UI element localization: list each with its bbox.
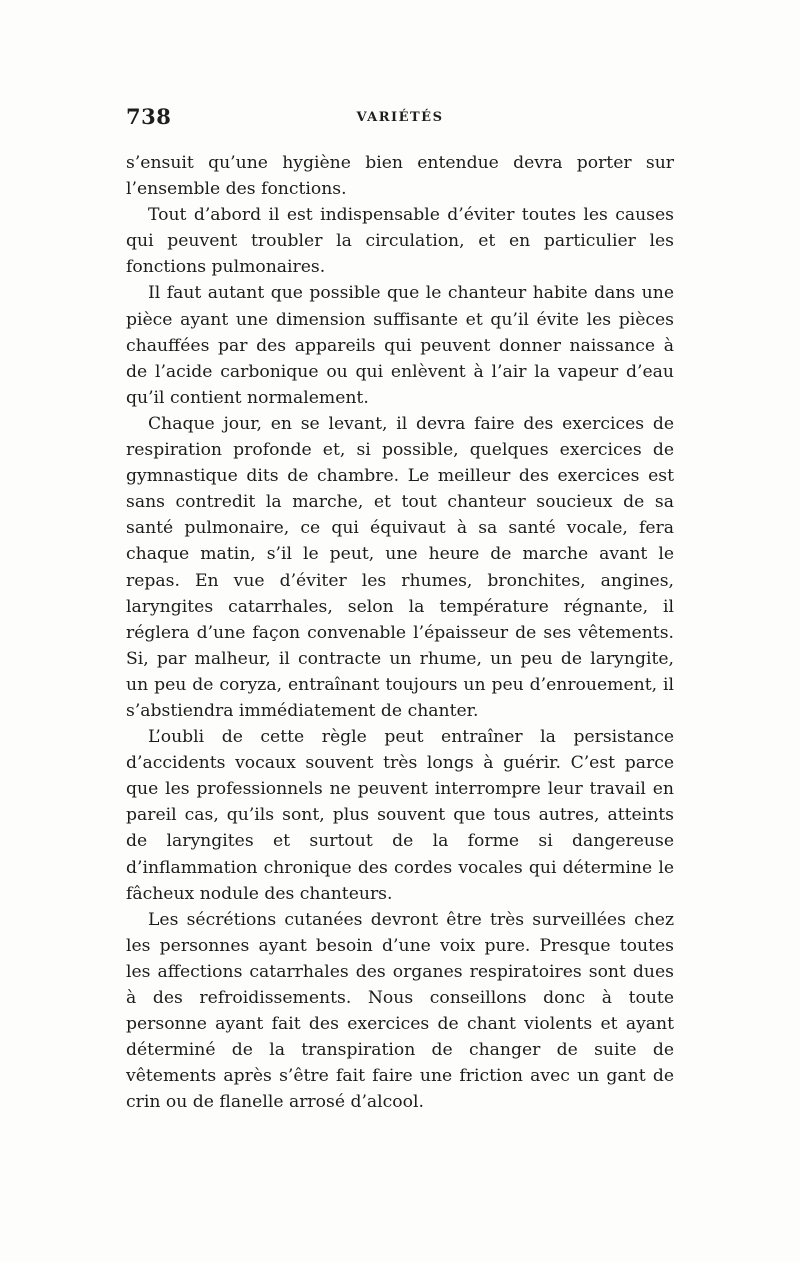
running-head: VARIÉTÉS [356, 110, 444, 125]
page-header [126, 104, 674, 134]
paragraph: Chaque jour, en se levant, il devra faire des exercices de respiration profonde et, si possible, quelques exercices de gymnastique dits de chambre. Le meilleur des exercices est sans contredit la marche, et tout chanteur soucieux de sa santé pulmonaire, ce qui équivaut à sa santé vocale, fera chaque matin, s’il le peut, une heure de marche avant le repas. En vue d’éviter les rhumes, bronchites, angines, laryngites catarrhales, selon la température régnante, il réglera d’une façon convenable l’épaisseur de ses vêtements. Si, par malheur, il contracte un rhume, un peu de laryngite, un peu de coryza, entraînant toujours un peu d’enrouement, il s’abstiendra immédiatement de chanter. [126, 413, 674, 721]
paragraph: Tout d’abord il est indispensable d’éviter toutes les causes qui peuvent troubler la circulation, et en particulier les fonctions pulmonaires. [126, 205, 674, 278]
paragraph: L’oubli de cette règle peut entraîner la persistance d’accidents vocaux souvent très longs à guérir. C’est parce que les professionnels ne peuvent interrompre leur travail en pareil cas, qu’ils sont, plus souvent que tous autres, atteints de laryngites et surtout de la forme si dangereuse d’inflammation chronique des cordes vocales qui détermine le fâcheux nodule des chanteurs. [126, 727, 674, 904]
paragraph: s’ensuit qu’une hygiène bien entendue devra porter sur l’ensemble des fonctions. [126, 153, 674, 200]
body-text [126, 150, 674, 1115]
page-number: 738 [126, 104, 172, 129]
paragraph: Les sécrétions cutanées devront être très surveillées chez les personnes ayant besoin d’une voix pure. Presque toutes les affections catarrhales des organes respiratoires sont dues à des refroidissements. Nous conseillons donc à toute personne ayant fait des exercices de chant violents et ayant déterminé de la transpiration de changer de suite de vêtements après s’être fait faire une friction avec un gant de crin ou de flanelle arrosé d’alcool. [126, 909, 674, 1113]
paragraph: Il faut autant que possible que le chanteur habite dans une pièce ayant une dimension suffisante et qu’il évite les pièces chauffées par des appareils qui peuvent donner naissance à de l’acide carbonique ou qui enlèvent à l’air la vapeur d’eau qu’il contient normalement. [126, 283, 674, 408]
